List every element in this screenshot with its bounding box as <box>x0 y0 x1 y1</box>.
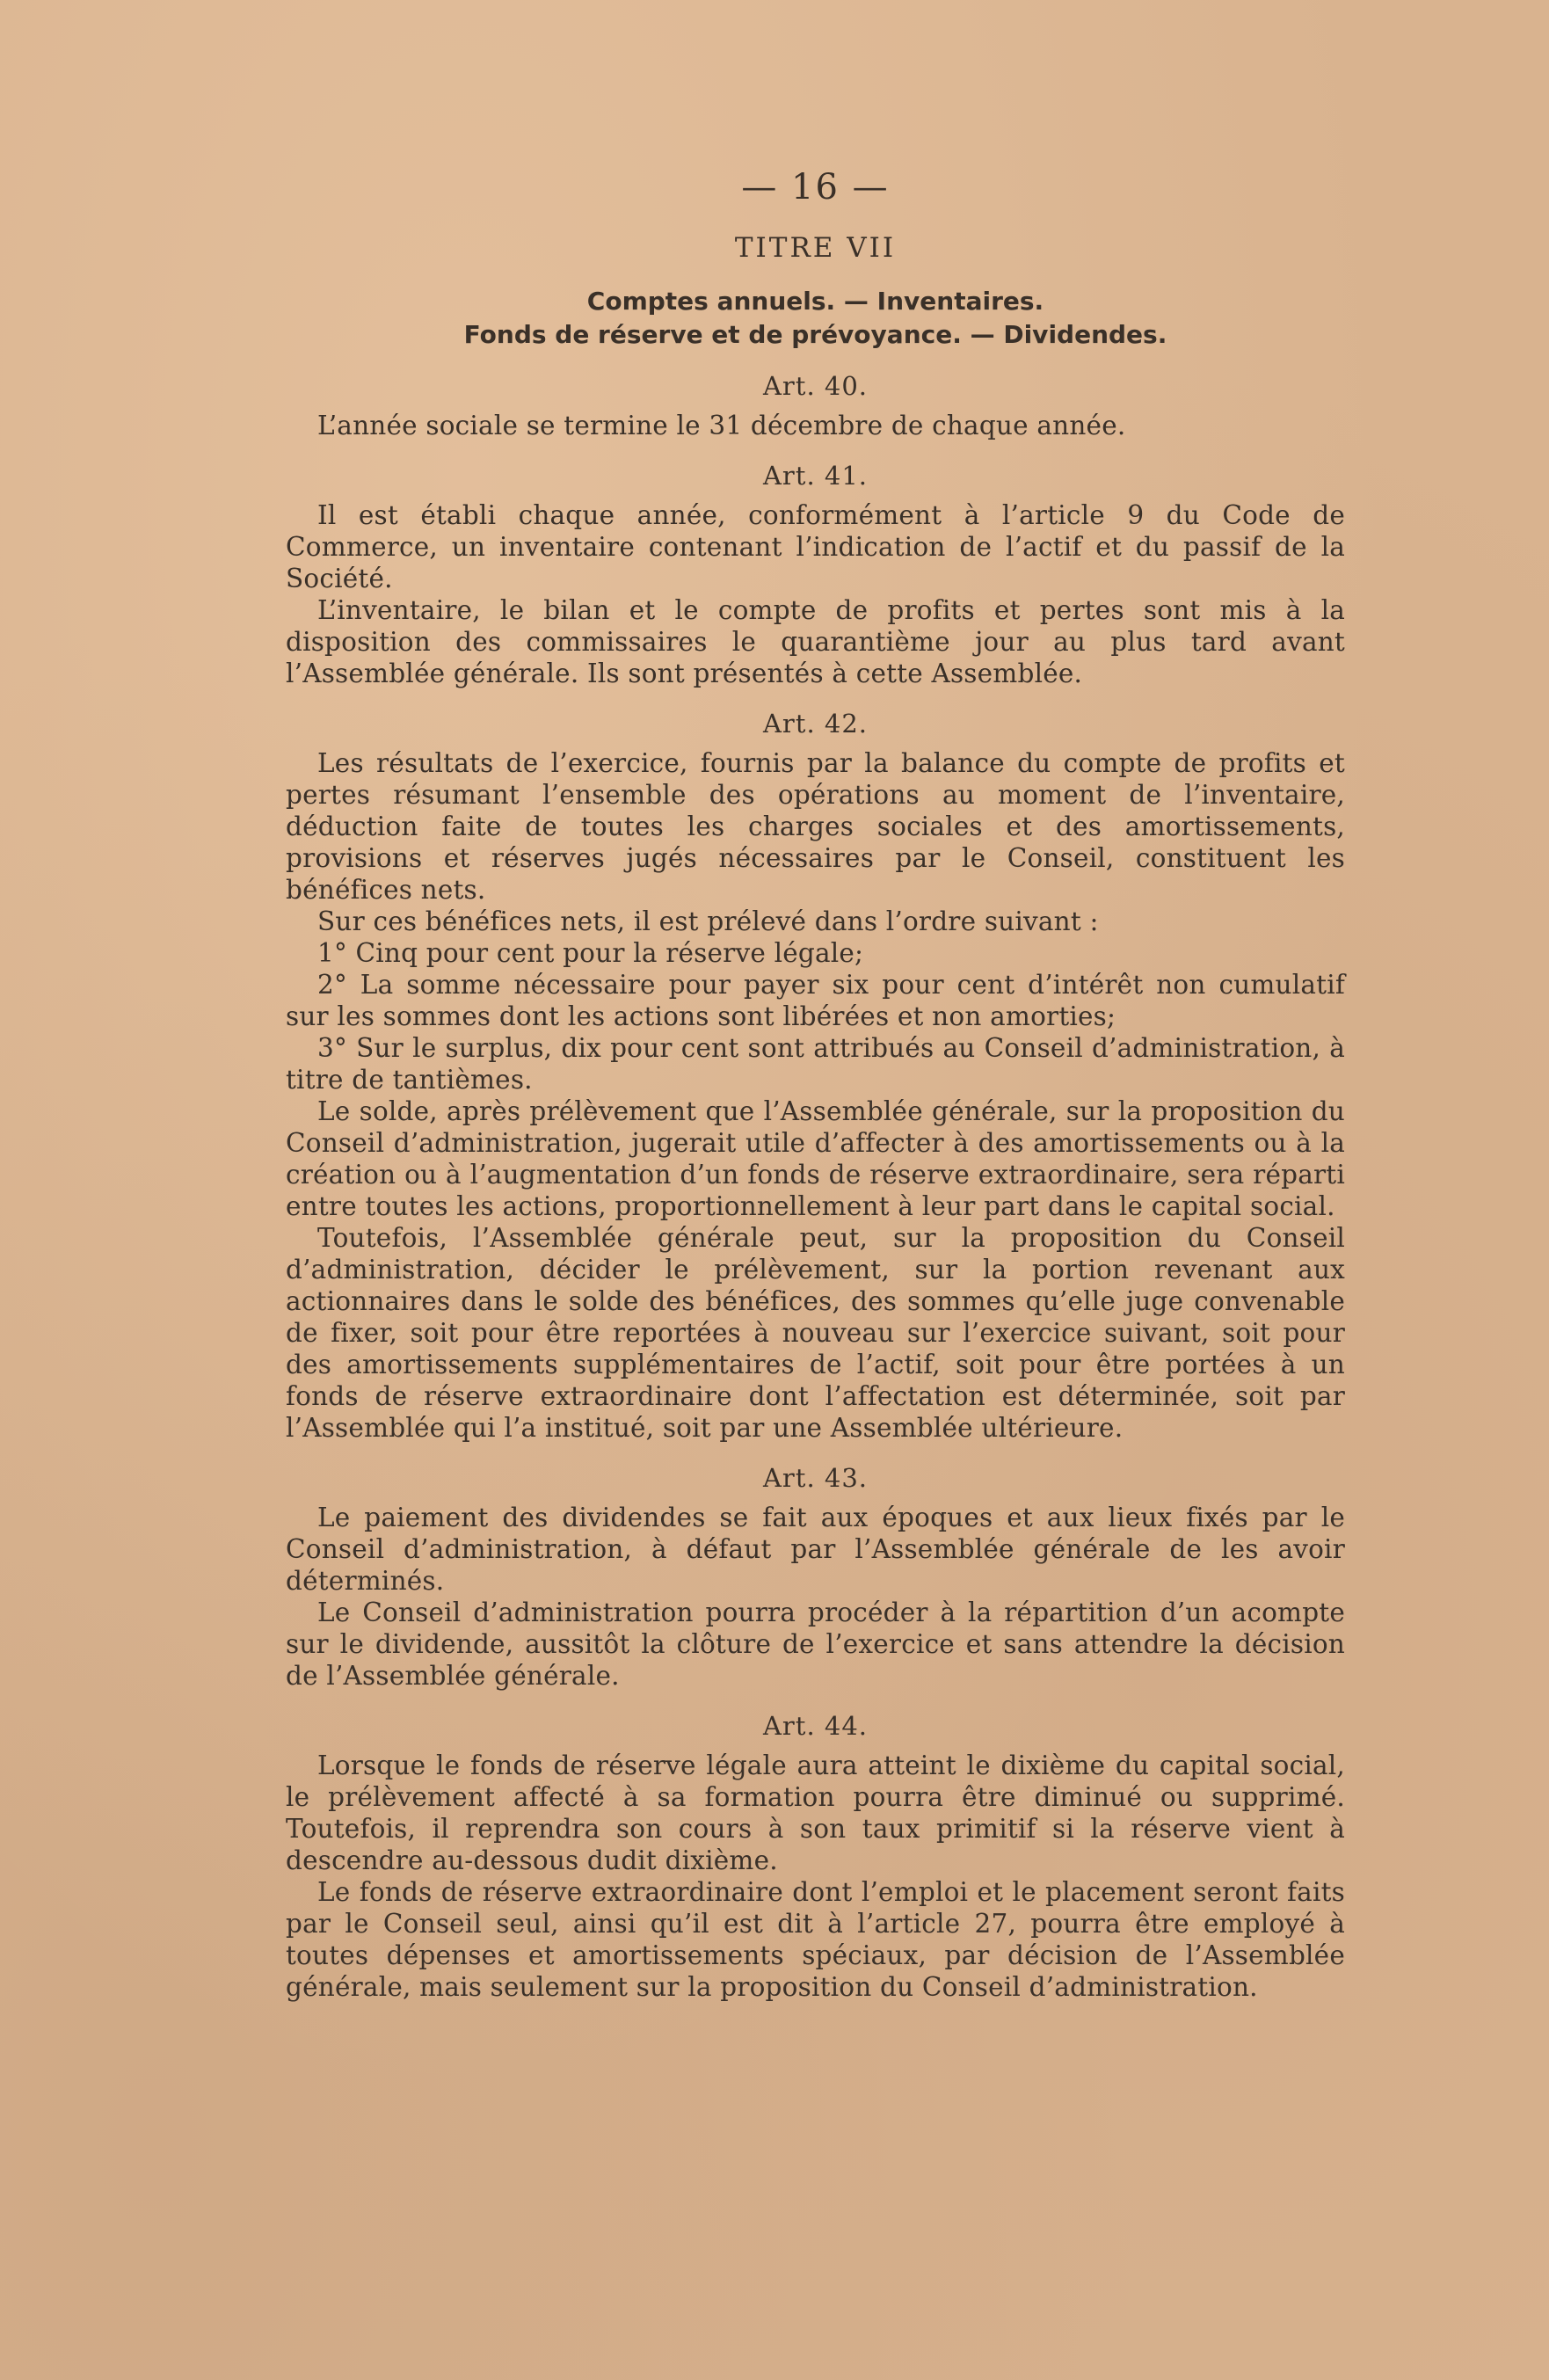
article-heading-43: Art. 43. <box>762 1463 868 1493</box>
article-42-paragraph-6: Le solde, après prélèvement que l’Assemblée générale, sur la proposition du Conseil d’administration, jugerait utile d’affecter à des amortissements ou à la création ou à l’augmentation d’un fonds de réserve extraordinaire, sera réparti entre toutes les actions, proportionnellement à leur part dans le capital social. <box>286 1096 1345 1221</box>
article-42-item-3: 3° Sur le surplus, dix pour cent sont attribués au Conseil d’administration, à titre de tantièmes. <box>286 1033 1345 1095</box>
article-44-paragraph-1: Lorsque le fonds de réserve légale aura atteint le dixième du capital social, le prélèvement affecté à sa formation pourra être diminué ou supprimé. Toutefois, il reprendra son cours à son taux primitif si la réserve vient à descendre au-dessous dudit dixième. <box>286 1750 1345 1875</box>
article-43-paragraph-1: Le paiement des dividendes se fait aux époques et aux lieux fixés par le Conseil d’administration, à défaut par l’Assemblée générale de les avoir déterminés. <box>286 1503 1345 1596</box>
article-42-paragraph-7: Toutefois, l’Assemblée générale peut, sur la proposition du Conseil d’administration, décider le prélèvement, sur la portion revenant aux actionnaires dans le solde des bénéfices, des sommes qu’elle juge convenable de fixer, soit pour être reportées à nouveau sur l’exercice suivant, soit pour des amortissements supplémentaires de l’actif, soit pour être portées à un fonds de réserve extraordinaire dont l’affectation est déterminée, soit par l’Assemblée qui l’a institué, soit par une Assemblée ultérieure. <box>286 1223 1345 1443</box>
article-heading-40: Art. 40. <box>762 371 868 401</box>
article-41-paragraph-2: L’inventaire, le bilan et le compte de profits et pertes sont mis à la disposition des commissaires le quarantième jour au plus tard avant l’Assemblée générale. Ils sont présentés à cette Assemblée. <box>286 595 1345 688</box>
section-subtitle-line-2: Fonds de réserve et de prévoyance. — Dividendes. <box>463 320 1167 349</box>
article-43-paragraph-2: Le Conseil d’administration pourra procéder à la répartition d’un acompte sur le dividende, aussitôt la clôture de l’exercice et sans attendre la décision de l’Assemblée générale. <box>286 1598 1345 1691</box>
article-42-item-1: 1° Cinq pour cent pour la réserve légale; <box>317 938 864 968</box>
article-heading-41: Art. 41. <box>762 461 868 491</box>
article-42-paragraph-2: Sur ces bénéfices nets, il est prélevé dans l’ordre suivant : <box>317 906 1099 936</box>
page-number: — 16 — <box>741 167 890 207</box>
section-subtitle-line-1: Comptes annuels. — Inventaires. <box>586 287 1044 316</box>
article-44-paragraph-2: Le fonds de réserve extraordinaire dont l’emploi et le placement seront faits par le Conseil seul, ainsi qu’il est dit à l’article 27, pourra être employé à toutes dépenses et amortissements spéciaux, par décision de l’Assemblée générale, mais seulement sur la proposition du Conseil d’administration. <box>286 1877 1345 2002</box>
article-42-item-2: 2° La somme nécessaire pour payer six pour cent d’intérêt non cumulatif sur les sommes dont les actions sont libérées et non amorties; <box>286 970 1345 1031</box>
section-title: TITRE VII <box>734 232 897 264</box>
article-42-paragraph-1: Les résultats de l’exercice, fournis par la balance du compte de profits et pertes résumant l’ensemble des opérations au moment de l’inventaire, déduction faite de toutes les charges sociales et des amortissements, provisions et réserves jugés nécessaires par le Conseil, constituent les bénéfices nets. <box>286 748 1345 905</box>
text-column <box>286 167 1345 2003</box>
article-heading-42: Art. 42. <box>762 709 868 739</box>
article-41-paragraph-1: Il est établi chaque année, conformément à l’article 9 du Code de Commerce, un inventaire contenant l’indication de l’actif et du passif de la Société. <box>286 500 1345 593</box>
article-heading-44: Art. 44. <box>762 1711 868 1741</box>
article-40-paragraph-1: L’année sociale se termine le 31 décembre de chaque année. <box>317 411 1126 440</box>
